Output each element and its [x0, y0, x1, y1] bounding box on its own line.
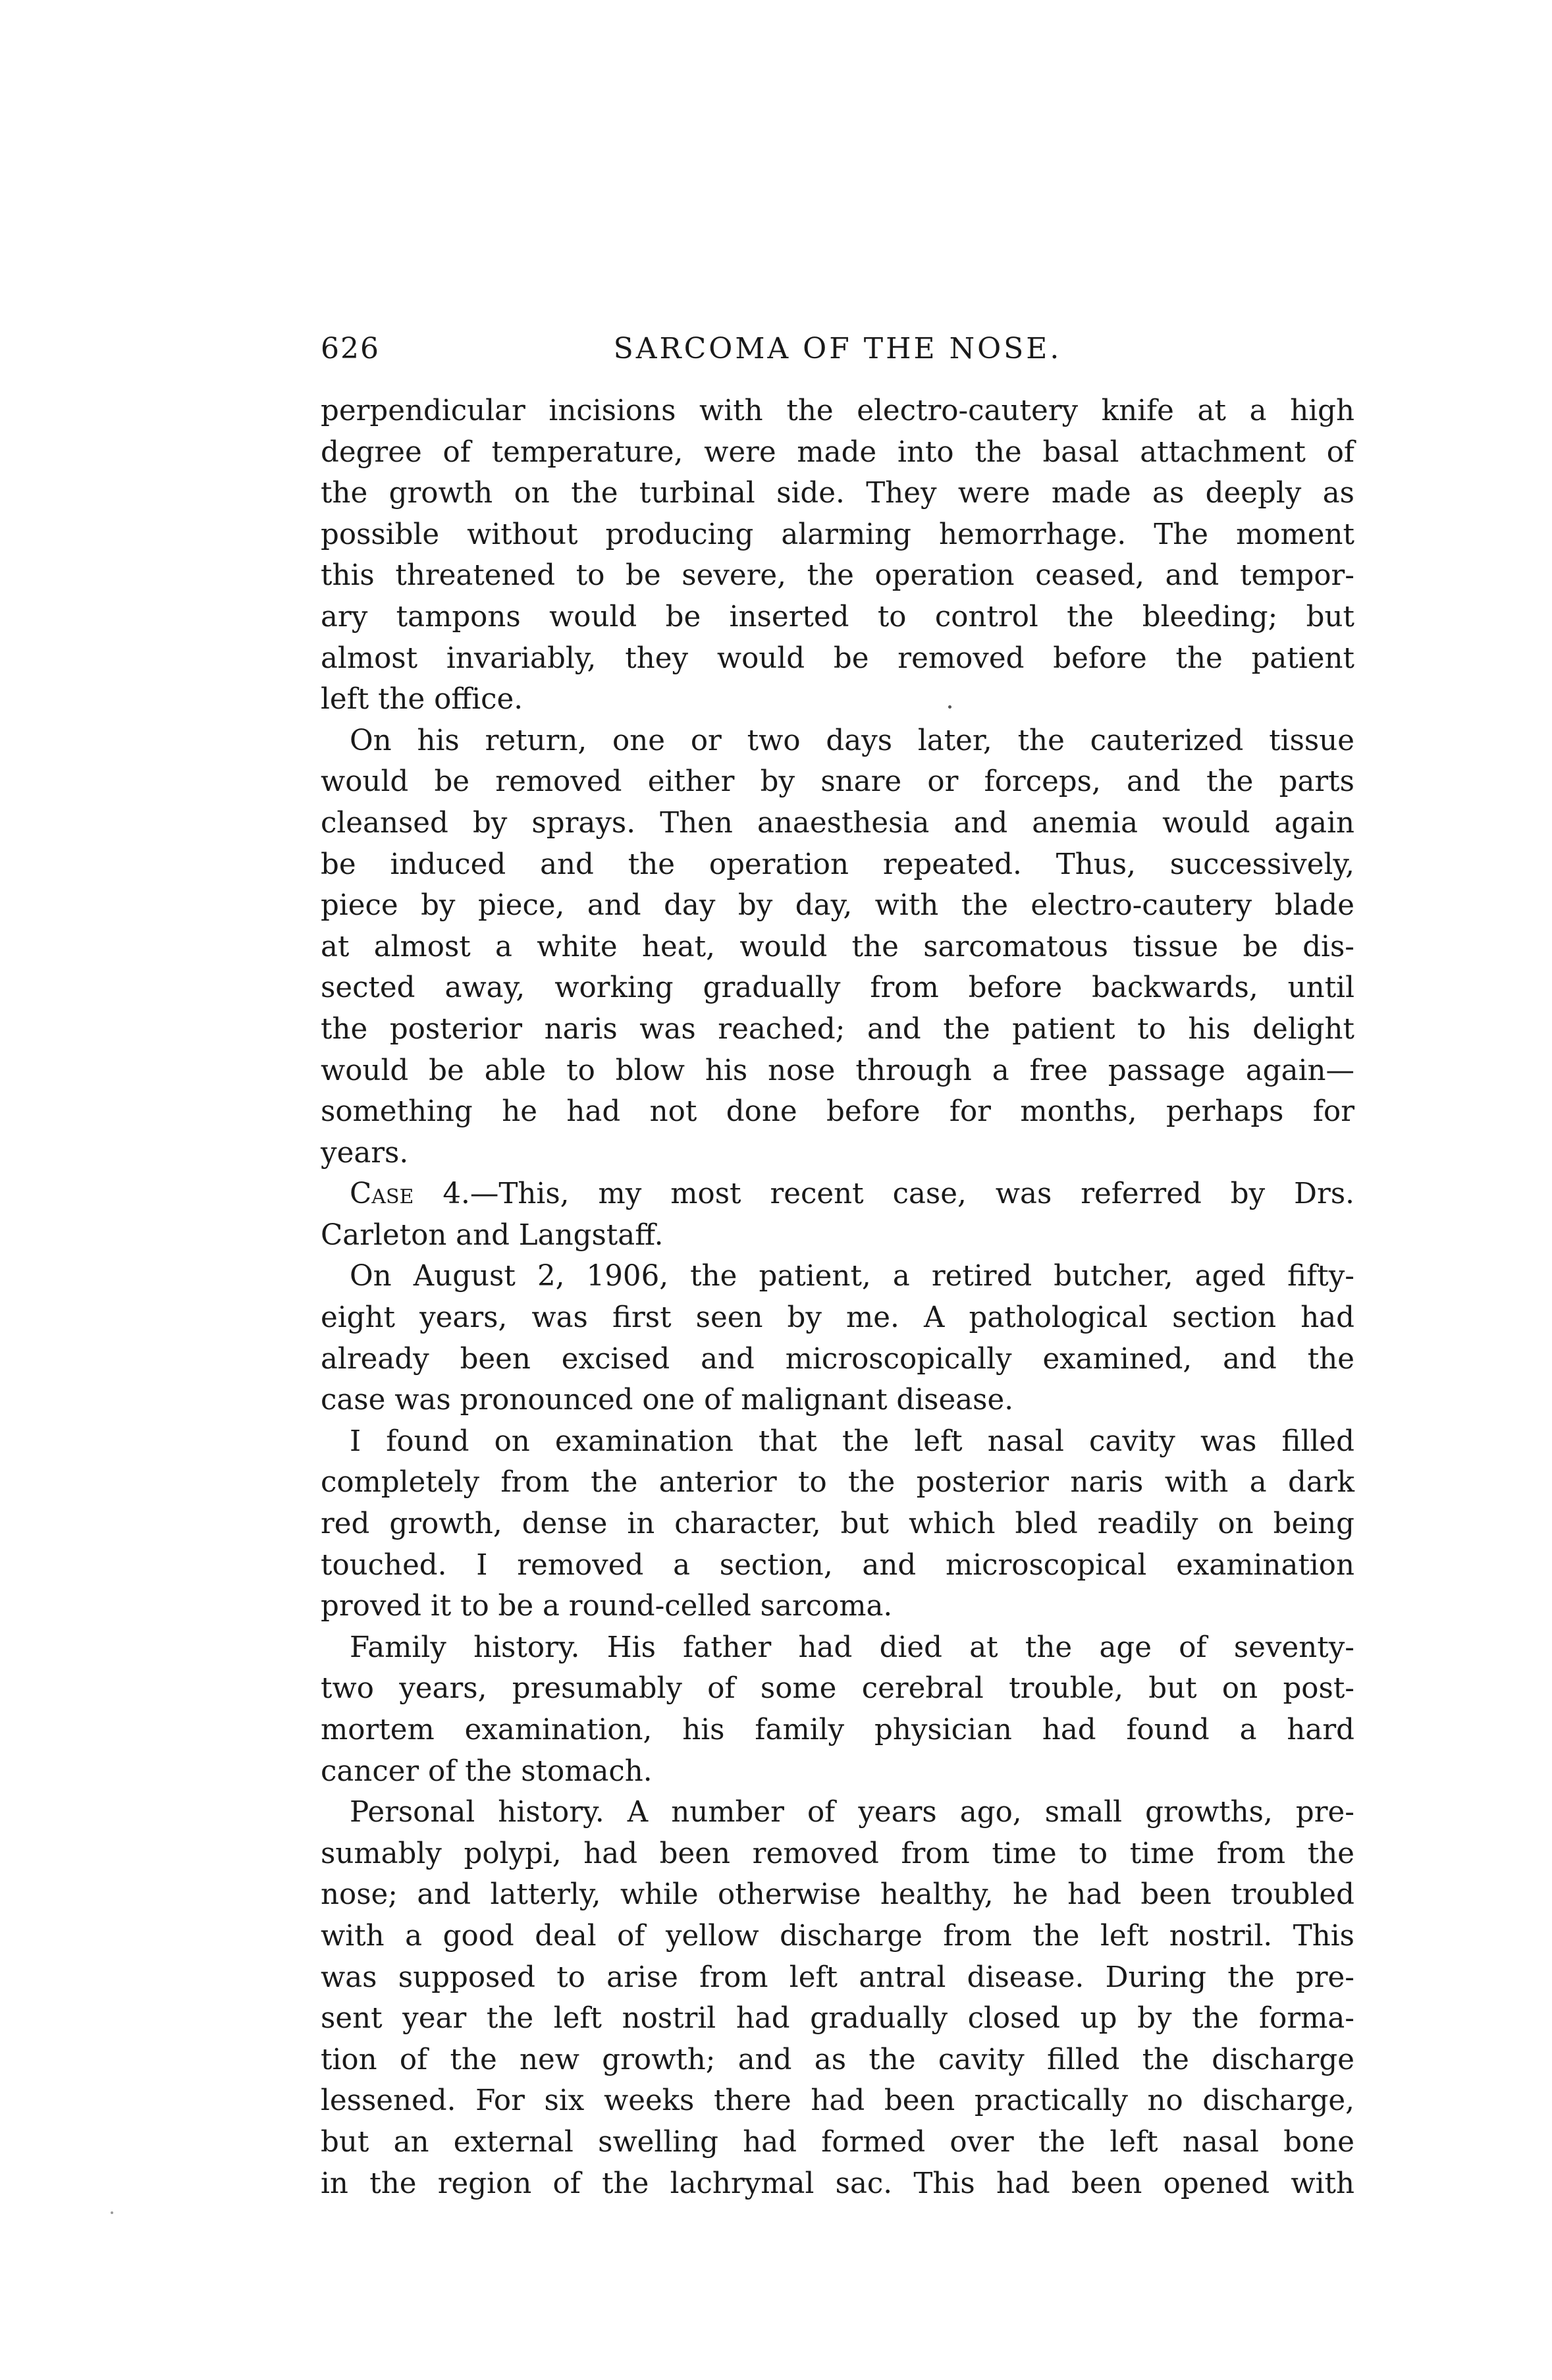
text-line: already been excised and microscopically examined, and the	[321, 1342, 1354, 1376]
text-line: possible without producing alarming hemorrhage. The moment	[321, 518, 1354, 551]
case-text: 4.—This, my most recent case, was referred by Drs.	[414, 1177, 1354, 1211]
text-line: cleansed by sprays. Then anaesthesia and anemia would again	[321, 806, 1354, 840]
text-line: On August 2, 1906, the patient, a retired butcher, aged fifty-	[350, 1260, 1354, 1293]
text-line: this threatened to be severe, the operation ceased, and tempor-	[321, 559, 1354, 593]
text-line: proved it to be a round-celled sarcoma.	[321, 1590, 893, 1623]
text-line: red growth, dense in character, but which bled readily on being	[321, 1507, 1354, 1541]
text-line: years.	[321, 1136, 409, 1170]
text-line: but an external swelling had formed over the left nasal bone	[321, 2125, 1354, 2159]
text-line: almost invariably, they would be removed before the patient	[321, 641, 1354, 675]
text-line: case was pronounced one of malignant disease.	[321, 1384, 1014, 1417]
text-line: tion of the new growth; and as the cavity filled the discharge	[321, 2043, 1354, 2076]
text-line: nose; and latterly, while otherwise healthy, he had been troubled	[321, 1878, 1354, 1912]
case-label: Case	[350, 1177, 414, 1211]
text-line: left the office.	[321, 683, 523, 717]
text-line: sumably polypi, had been removed from time to time from the	[321, 1837, 1354, 1870]
text-line: something he had not done before for months, perhaps for	[321, 1095, 1354, 1129]
text-line: with a good deal of yellow discharge from the left nostril. This	[321, 1919, 1354, 1953]
text-line: be induced and the operation repeated. Thus, successively,	[321, 848, 1354, 881]
text-line: Personal history. A number of years ago, small growths, pre-	[350, 1796, 1354, 1829]
text-line: sected away, working gradually from before backwards, until	[321, 971, 1354, 1005]
text-line: On his return, one or two days later, the cauterized tissue	[350, 724, 1354, 757]
text-line: the posterior naris was reached; and the patient to his delight	[321, 1012, 1354, 1046]
text-line: cancer of the stomach.	[321, 1754, 653, 1788]
text-line: perpendicular incisions with the electro-cautery knife at a high	[321, 394, 1354, 427]
text-line: Carleton and Langstaff.	[321, 1218, 664, 1252]
text-line: degree of temperature, were made into the basal attachment of	[321, 435, 1354, 469]
text-line: would be able to blow his nose through a free passage again—	[321, 1054, 1354, 1087]
text-line: mortem examination, his family physician had found a hard	[321, 1714, 1354, 1746]
text-line: would be removed either by snare or forceps, and the parts	[321, 765, 1354, 799]
text-line: in the region of the lachrymal sac. This had been opened with	[321, 2167, 1354, 2200]
text-line	[321, 1174, 1354, 1215]
text-line: I found on examination that the left nasal cavity was filled	[350, 1424, 1354, 1458]
text-line: eight years, was first seen by me. A pathological section had	[321, 1301, 1354, 1335]
text-line: ary tampons would be inserted to control the bleeding; but	[321, 600, 1354, 634]
ink-speck	[948, 705, 951, 709]
text-line: lessened. For six weeks there had been practically no discharge,	[321, 2084, 1354, 2118]
text-line: Family history. His father had died at the age of seventy-	[350, 1631, 1354, 1664]
ink-speck	[111, 2211, 113, 2214]
text-line: was supposed to arise from left antral disease. During the pre-	[321, 1961, 1354, 1994]
running-title: SARCOMA OF THE NOSE.	[613, 332, 1062, 365]
text-line: at almost a white heat, would the sarcomatous tissue be dis-	[321, 930, 1354, 963]
text-line: two years, presumably of some cerebral trouble, but on post-	[321, 1672, 1354, 1706]
page-number: 626	[321, 332, 380, 365]
body-text	[321, 391, 1354, 2204]
text-line: sent year the left nostril had gradually closed up by the forma-	[321, 2002, 1354, 2036]
text-line: piece by piece, and day by day, with the electro-cautery blade	[321, 889, 1354, 923]
text-line: touched. I removed a section, and microscopical examination	[321, 1548, 1354, 1582]
page-header	[321, 329, 1354, 369]
text-line: the growth on the turbinal side. They were made as deeply as	[321, 477, 1354, 510]
text-line: completely from the anterior to the posterior naris with a dark	[321, 1466, 1354, 1500]
